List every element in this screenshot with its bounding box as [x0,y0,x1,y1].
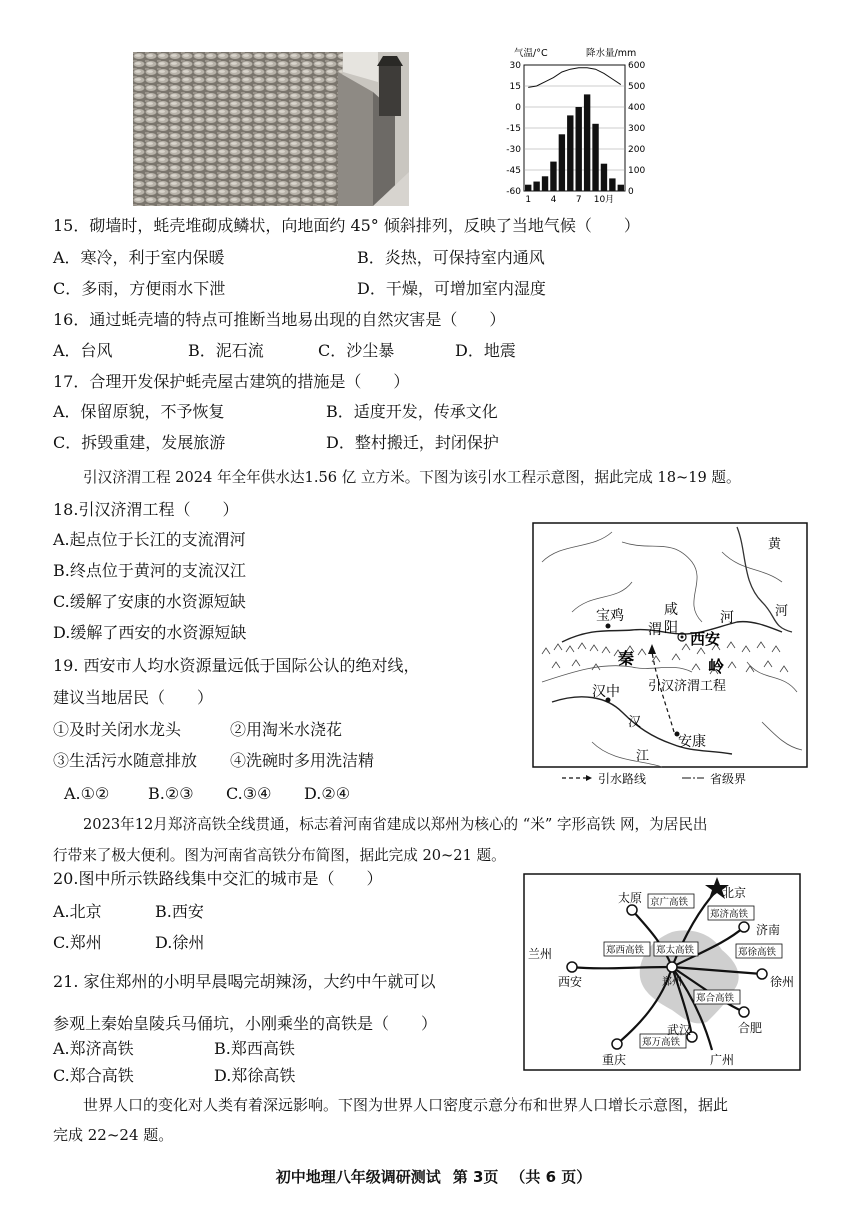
q15-stem: 15．砌墙时，蚝壳堆砌成鳞状，向地面约 45° 倾斜排列，反映了当地气候（ ） [53,216,640,235]
q20-option-a[interactable]: A.北京 [53,902,102,921]
label-chongqing: 重庆 [602,1053,627,1067]
intro-22-24-line2: 完成 22~24 题。 [53,1126,174,1144]
climate-right-tick: 600 [628,61,646,71]
q21-option-c[interactable]: C.郑合高铁 [53,1066,134,1085]
label-project: 引汉济渭工程 [648,679,727,694]
climate-x-tick: 4 [550,195,557,205]
climate-x-tick: 10月 [593,195,615,205]
climate-right-tick: 500 [628,82,646,92]
q18-option-b[interactable]: B.终点位于黄河的支流汉江 [53,561,246,580]
climate-left-tick: -60 [506,187,521,197]
label-beijing: 北京 [722,886,747,900]
label-zhengxu: 郑徐高铁 [738,947,777,958]
precip-bar [584,94,590,191]
climate-right-tick: 0 [628,187,634,197]
legend-route-label: 引水路线 [598,772,647,786]
label-xian: 西安 [558,975,583,989]
q18-option-a[interactable]: A.起点位于长江的支流渭河 [53,530,246,549]
q18-stem: 18.引汉济渭工程（ ） [53,500,239,519]
intro-20-21-line1: 2023年12月郑济高铁全线贯通，标志着河南省建成以郑州为核心的 “米” 字形高铁 网，为居民出 [83,816,708,833]
label-ling: 岭 [708,657,725,676]
precip-bar [550,162,556,191]
city-baoji-marker [606,624,611,629]
label-he-yellow: 河 [775,604,789,619]
q19-stem-line2: 建议当地居民（ ） [53,688,214,707]
climate-left-tick: 0 [515,103,521,113]
footer-title: 初中地理八年级调研测试 [275,1168,441,1186]
q16-option-b[interactable]: B．泥石流 [188,341,264,360]
map1-legend [562,771,746,786]
q20-option-c[interactable]: C.郑州 [53,933,102,952]
q20-stem: 20.图中所示铁路线集中交汇的城市是（ ） [53,869,383,888]
precip-bar [576,107,582,191]
precip-bar [559,134,565,191]
label-zhengwan: 郑万高铁 [642,1037,681,1048]
page-footer [0,1166,867,1187]
q19-option-a[interactable]: A.①② [64,784,110,803]
q19-item-1: ①及时关闭水龙头 [53,720,182,739]
q15-option-a[interactable]: A．寒冷，利于室内保暖 [53,248,225,267]
intro-22-24-line1: 世界人口的变化对人类有着深远影响。下图为世界人口密度示意分布和世界人口增长示意图，据此 [83,1096,729,1114]
temperature-curve [528,68,621,88]
q17-option-a[interactable]: A．保留原貌，不予恢复 [53,402,225,421]
q15-option-c[interactable]: C．多雨，方便雨水下泄 [53,279,226,298]
q19-option-d[interactable]: D.②④ [304,784,351,803]
precip-bar [567,115,573,191]
climate-right-tick: 200 [628,145,646,155]
label-xian: 西安 [690,630,721,648]
label-lanzhou: 兰州 [528,947,553,961]
climate-right-axis-label: 降水量/mm [586,48,637,59]
q17-option-d[interactable]: D．整村搬迁，封闭保护 [326,433,499,452]
climate-x-tick: 1 [525,195,532,205]
precip-bar [542,176,548,191]
climate-right-tick: 400 [628,103,646,113]
q21-stem-line1: 21. 家住郑州的小明早晨喝完胡辣汤，大约中午就可以 [53,972,436,991]
label-jiang: 江 [636,749,650,764]
q17-option-c[interactable]: C．拆毁重建，发展旅游 [53,433,226,452]
q19-item-4: ④洗碗时多用洗洁精 [230,751,375,770]
q16-option-a[interactable]: A．台风 [53,341,113,360]
precip-bar [609,178,615,191]
climate-x-tick: 7 [575,195,582,205]
precip-bar [618,185,624,191]
henan-hsr-map [522,872,802,1072]
label-zhengxi: 郑西高铁 [606,945,645,956]
climate-left-tick: -45 [506,166,521,176]
q20-option-b[interactable]: B.西安 [155,902,204,921]
q21-stem-line2: 参观上秦始皇陵兵马俑坑，小刚乘坐的高铁是（ ） [53,1014,438,1033]
q15-option-d[interactable]: D．干燥，可增加室内湿度 [357,279,546,298]
legend-border-label: 省级界 [710,772,747,786]
label-wei: 渭 [648,622,662,638]
precip-bar [592,124,598,191]
q20-option-d[interactable]: D.徐州 [155,933,205,952]
q16-option-d[interactable]: D．地震 [455,341,516,360]
q18-option-d[interactable]: D.缓解了西安的水资源短缺 [53,623,247,642]
climate-right-tick: 100 [628,166,646,176]
q19-stem-line1: 19. 西安市人均水资源量远低于国际公认的绝对线， [53,656,420,675]
precip-bar [525,185,531,191]
label-taiyuan: 太原 [618,891,643,905]
label-wuhan: 武汉 [667,1023,692,1037]
label-he-wei: 河 [720,610,734,626]
q17-option-b[interactable]: B．适度开发，传承文化 [326,402,498,421]
label-zhengtai: 郑太高铁 [656,945,695,956]
label-han: 汉 [628,715,642,730]
label-xianyang-1: 咸 [664,602,678,618]
label-zhenghe: 郑合高铁 [696,993,735,1004]
climate-chart [500,44,650,209]
q18-option-c[interactable]: C.缓解了安康的水资源短缺 [53,592,246,611]
map1-frame [533,523,807,767]
label-qin: 秦 [618,649,635,668]
precip-bar [533,182,539,191]
label-jinan: 济南 [756,923,781,937]
oyster-shell-wall-photo [133,52,409,206]
q21-option-a[interactable]: A.郑济高铁 [53,1039,134,1058]
intro-20-21-line2: 行带来了极大便利。图为河南省高铁分布简图，据此完成 20~21 题。 [53,847,506,864]
label-huang: 黄 [768,537,782,552]
footer-page: 第 3页 [452,1168,499,1186]
q21-option-b[interactable]: B.郑西高铁 [214,1039,295,1058]
label-hefei: 合肥 [738,1021,763,1035]
q19-option-b[interactable]: B.②③ [148,784,194,803]
precip-bar [601,164,607,191]
footer-total: （共 6 页） [510,1168,592,1186]
label-jingguang: 京广高铁 [650,897,689,908]
label-xuzhou: 徐州 [770,975,795,989]
label-guangzhou: 广州 [710,1053,735,1067]
label-zhengji: 郑济高铁 [710,909,749,920]
label-zhengzhou: 郑州 [662,977,682,988]
climate-left-axis-label: 气温/°C [514,48,548,59]
q19-item-2: ②用淘米水浇花 [230,720,343,739]
q16-option-c[interactable]: C．沙尘暴 [318,341,395,360]
label-ankang: 安康 [678,734,706,750]
label-hanzhong: 汉中 [592,684,620,700]
climate-left-tick: -30 [506,145,521,155]
climate-right-tick: 300 [628,124,646,134]
q19-item-3: ③生活污水随意排放 [53,751,198,770]
intro-18-19: 引汉济渭工程 2024 年全年供水达1.56 亿 立方米。下图为该引水工程示意图，据此完成 18~19 题。 [83,469,741,486]
water-diversion-map [532,522,808,790]
q16-stem: 16．通过蚝壳墙的特点可推断当地易出现的自然灾害是（ ） [53,310,506,329]
q21-option-d[interactable]: D.郑徐高铁 [214,1066,296,1085]
q15-option-b[interactable]: B．炎热，可保持室内通风 [357,248,545,267]
climate-left-tick: 15 [509,82,521,92]
q17-stem: 17．合理开发保护蚝壳屋古建筑的措施是（ ） [53,372,410,391]
climate-left-tick: -15 [506,124,521,134]
climate-left-tick: 30 [509,61,521,71]
label-baoji: 宝鸡 [596,608,624,624]
q19-option-c[interactable]: C.③④ [226,784,272,803]
label-xianyang-2: 阳 [664,620,678,636]
